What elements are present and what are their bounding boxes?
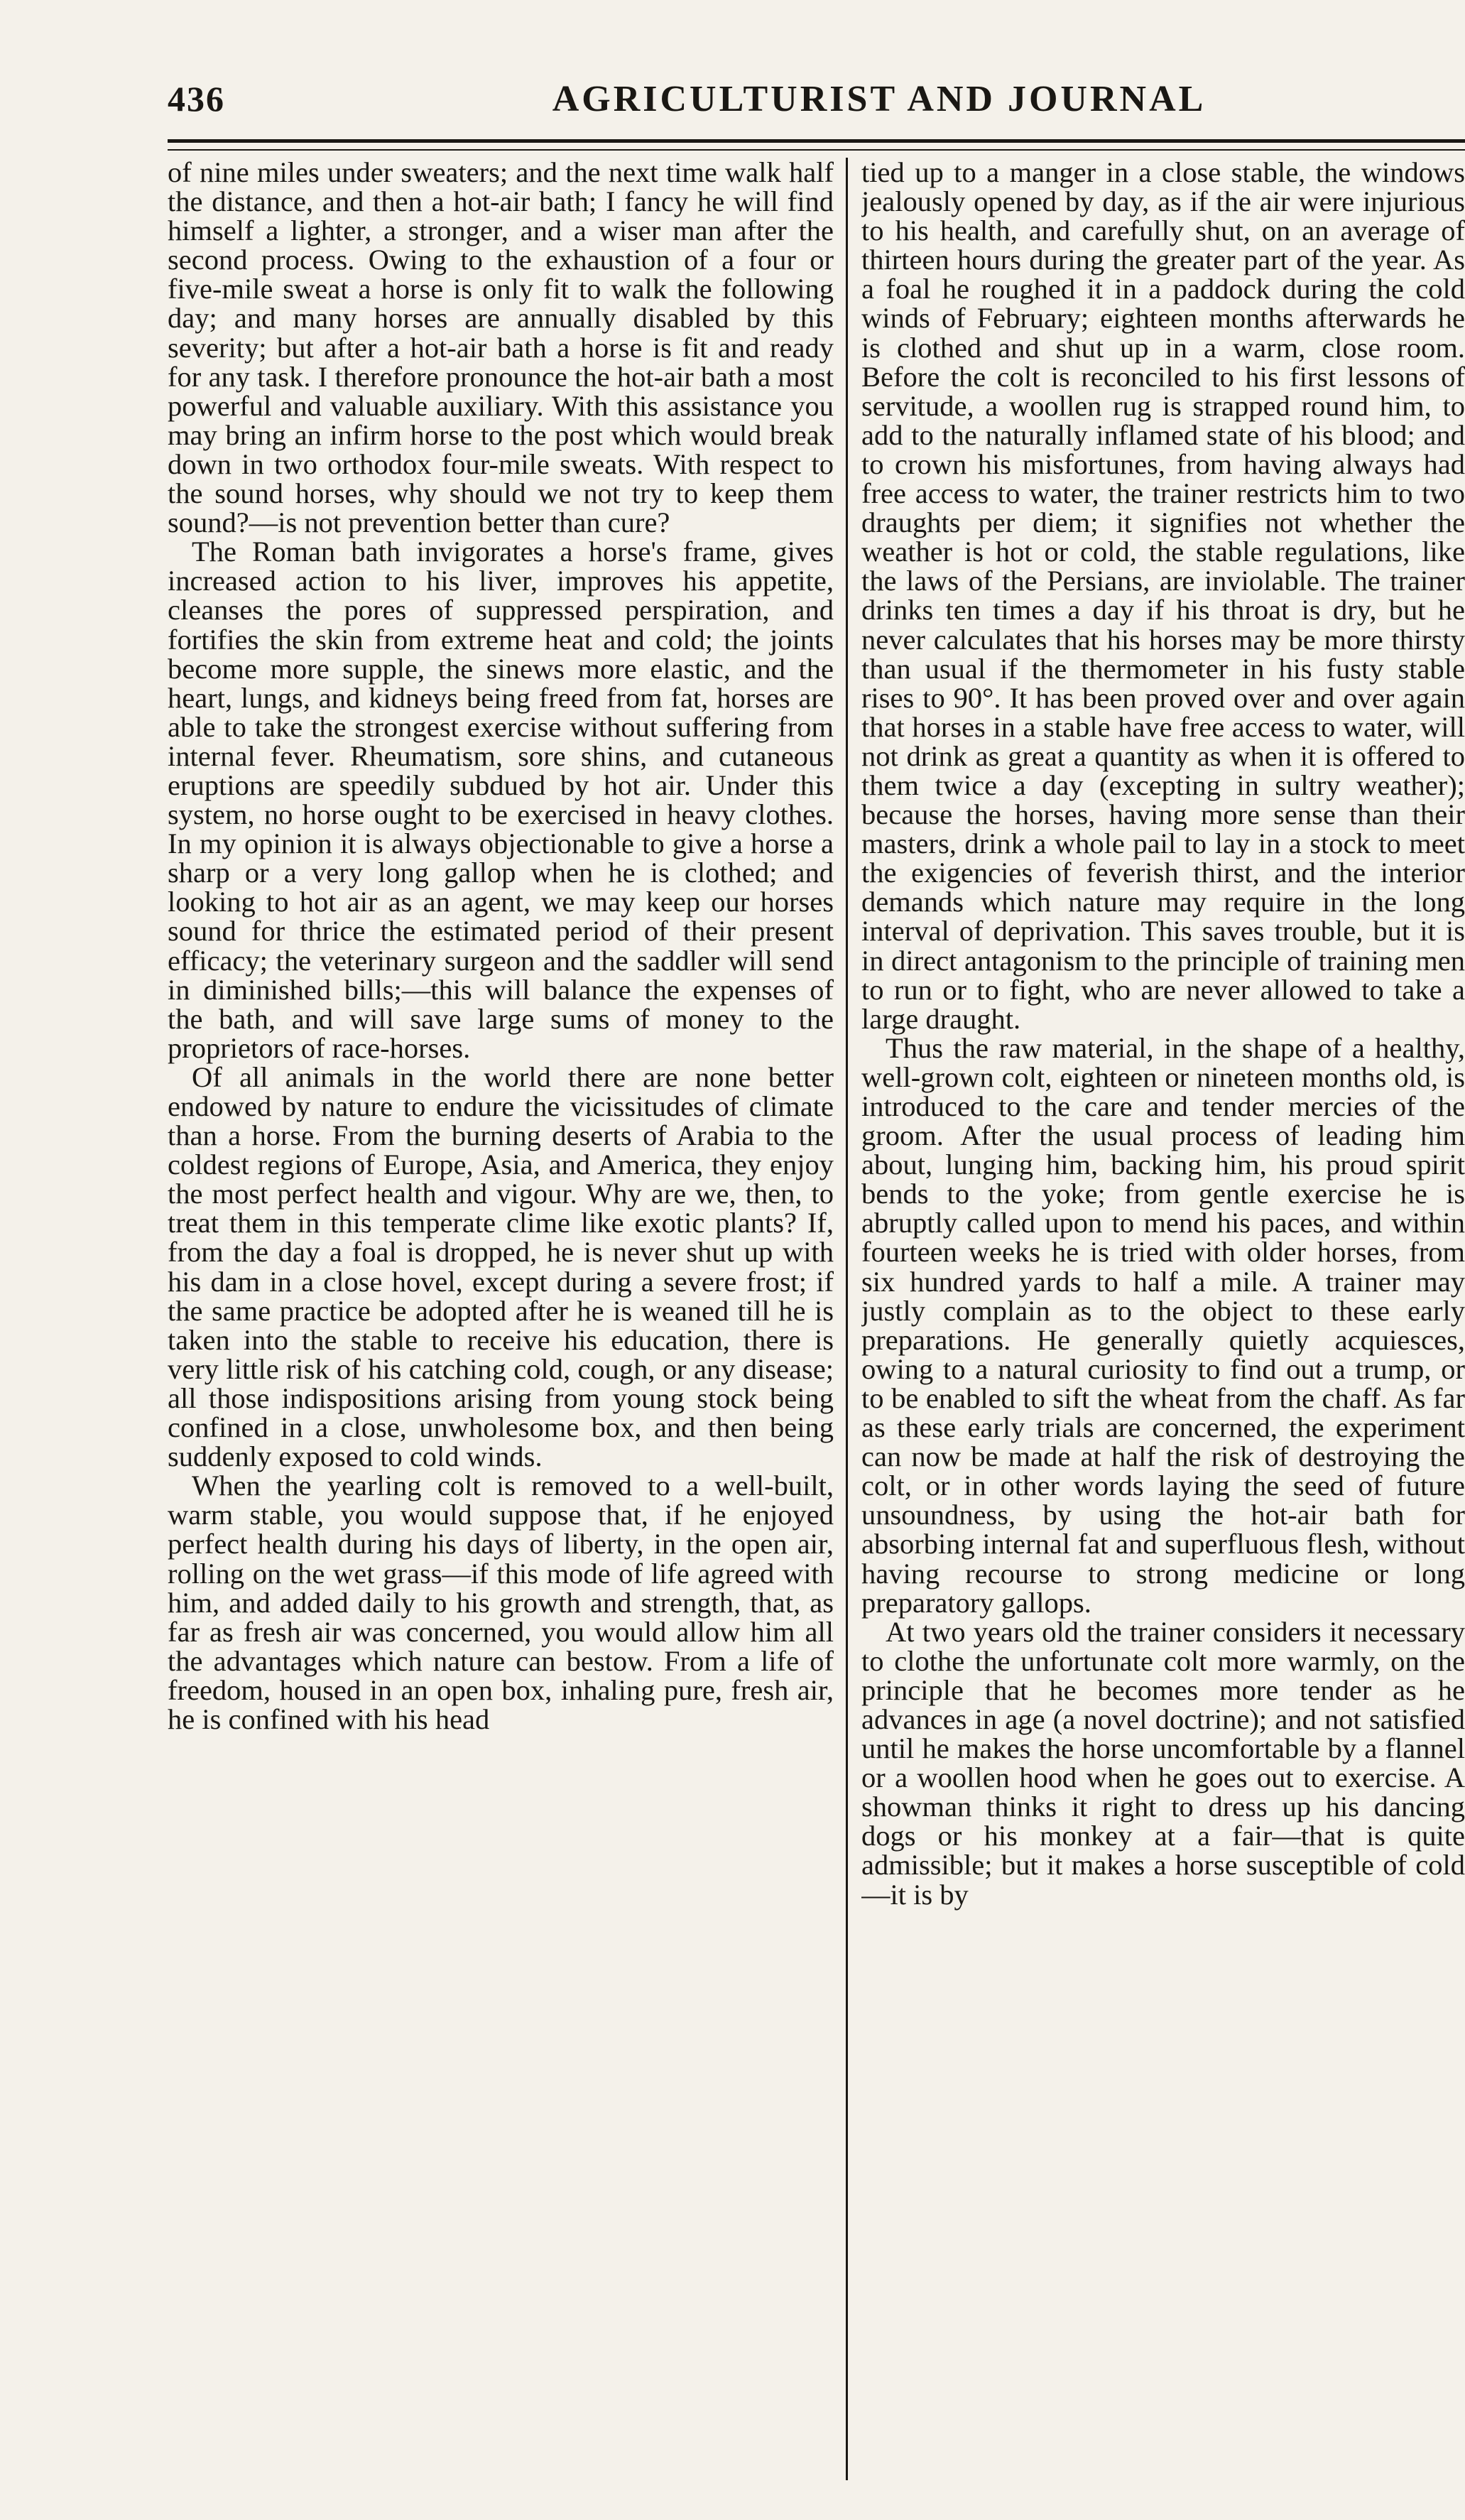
header-rule-thin	[168, 149, 1465, 151]
page-number: 436	[168, 79, 225, 119]
column-divider	[846, 158, 848, 2480]
paragraph: When the yearling colt is removed to a well-built, warm stable, you would suppose that, if he enjoyed perfect health during his days of liberty, in the open air, rolling on the wet grass—if this mode of life agreed with him, and added daily to his growth and strength, that, as far as fresh air was concerned, you would allow him all the advantages which nature can bestow. From a life of freedom, housed in an open box, inhaling pure, fresh air, he is confined with his head	[168, 1470, 834, 1735]
paragraph: At two years old the trainer considers it necessary to clothe the unfortunate colt more warmly, on the principle that he becomes more tender as he advances in age (a novel doctrine); and not satisfied until he makes the horse uncomfortable by a flannel or a woollen hood when he goes out to exercise. A showman thinks it right to dress up his dancing dogs or his monkey at a fair—that is quite admissible; but it makes a horse susceptible of cold—it is by	[861, 1615, 1465, 1911]
paragraph: Of all animals in the world there are none better endowed by nature to endure the vicissitudes of climate than a horse. From the burning deserts of Arabia to the coldest regions of Europe, Asia, and America, they enjoy the most perfect health and vigour. Why are we, then, to treat them in this temperate clime like exotic plants? If, from the day a foal is dropped, he is never shut up with his dam in a close hovel, except during a severe frost; if the same practice be adopted after he is weaned till he is taken into the stable to receive his education, there is very little risk of his catching cold, cough, or any disease; all those indispositions arising from young stock being confined in a close, unwholesome box, and then being suddenly exposed to cold winds.	[168, 1060, 834, 1473]
page-header	[168, 78, 1465, 128]
left-column	[168, 158, 834, 2487]
paragraph: tied up to a manger in a close stable, the windows jealously opened by day, as if the air were injurious to his health, and carefully shut, on an average of thirteen hours during the greater part of the year. As a foal he roughed it in a paddock during the cold winds of February; eighteen months afterwards he is clothed and shut up in a warm, close room. Before the colt is reconciled to his first lessons of servitude, a woollen rug is strapped round him, to add to the naturally inflamed state of his blood; and to crown his misfortunes, from having always had free access to water, the trainer restricts him to two draughts per diem; it signifies not whether the weather is hot or cold, the stable regulations, like the laws of the Persians, are inviolable. The trainer drinks ten times a day if his throat is dry, but he never calculates that his horses may be more thirsty than usual if the thermometer in his fusty stable rises to 90°. It has been proved over and over again that horses in a stable have free access to water, will not drink as great a quantity as when it is offered to them twice a day (excepting in sultry weather); because the horses, having more sense than their masters, drink a whole pail to lay in a stock to meet the exigencies of feverish thirst, and the interior demands which nature may require in the long interval of deprivation. This saves trouble, but it is in direct antagonism to the principle of training men to run or to fight, who are never allowed to take a large draught.	[861, 158, 1465, 1035]
header-rule-thick	[168, 139, 1465, 143]
paragraph: The Roman bath invigorates a horse's frame, gives increased action to his liver, improves his appetite, cleanses the pores of suppressed perspiration, and fortifies the skin from extreme heat and cold; the joints become more supple, the sinews more elastic, and the heart, lungs, and kidneys being freed from fat, horses are able to take the strongest exercise without suffering from internal fever. Rheumatism, sore shins, and cutaneous eruptions are speedily subdued by hot air. Under this system, no horse ought to be exercised in heavy clothes. In my opinion it is always objectionable to give a horse a sharp or a very long gallop when he is clothed; and looking to hot air as an agent, we may keep our horses sound for thrice the estimated period of their present efficacy; the veterinary surgeon and the saddler will send in diminished bills;—this will balance the expenses of the bath, and will save large sums of money to the proprietors of race-horses.	[168, 536, 834, 1064]
paragraph: Thus the raw material, in the shape of a healthy, well-grown colt, eighteen or nineteen months old, is introduced to the care and tender mercies of the groom. After the usual process of leading him about, lunging him, backing him, his proud spirit bends to the yoke; from gentle exercise he is abruptly called upon to mend his paces, and within fourteen weeks he is tried with older horses, from six hundred yards to half a mile. A trainer may justly complain as to the object to these early preparations. He generally quietly acquiesces, owing to a natural curiosity to find out a trump, or to be enabled to sift the wheat from the chaff. As far as these early trials are concerned, the experiment can now be made at half the risk of destroying the colt, or in other words laying the seed of future unsoundness, by using the hot-air bath for absorbing internal fat and superfluous flesh, without having recourse to strong medicine or long preparatory gallops.	[861, 1031, 1465, 1619]
paragraph: of nine miles under sweaters; and the next time walk half the distance, and then a hot-air bath; I fancy he will find himself a lighter, a stronger, and a wiser man after the second process. Owing to the exhaustion of a four or five-mile sweat a horse is only fit to walk the following day; and many horses are annually disabled by this severity; but after a hot-air bath a horse is fit and ready for any task. I therefore pronounce the hot-air bath a most powerful and valuable auxiliary. With this assistance you may bring an infirm horse to the post which would break down in two orthodox four-mile sweats. With respect to the sound horses, why should we not try to keep them sound?—is not prevention better than cure?	[168, 158, 834, 539]
running-title: AGRICULTURIST AND JOURNAL	[552, 79, 1207, 119]
right-column	[861, 158, 1465, 2487]
